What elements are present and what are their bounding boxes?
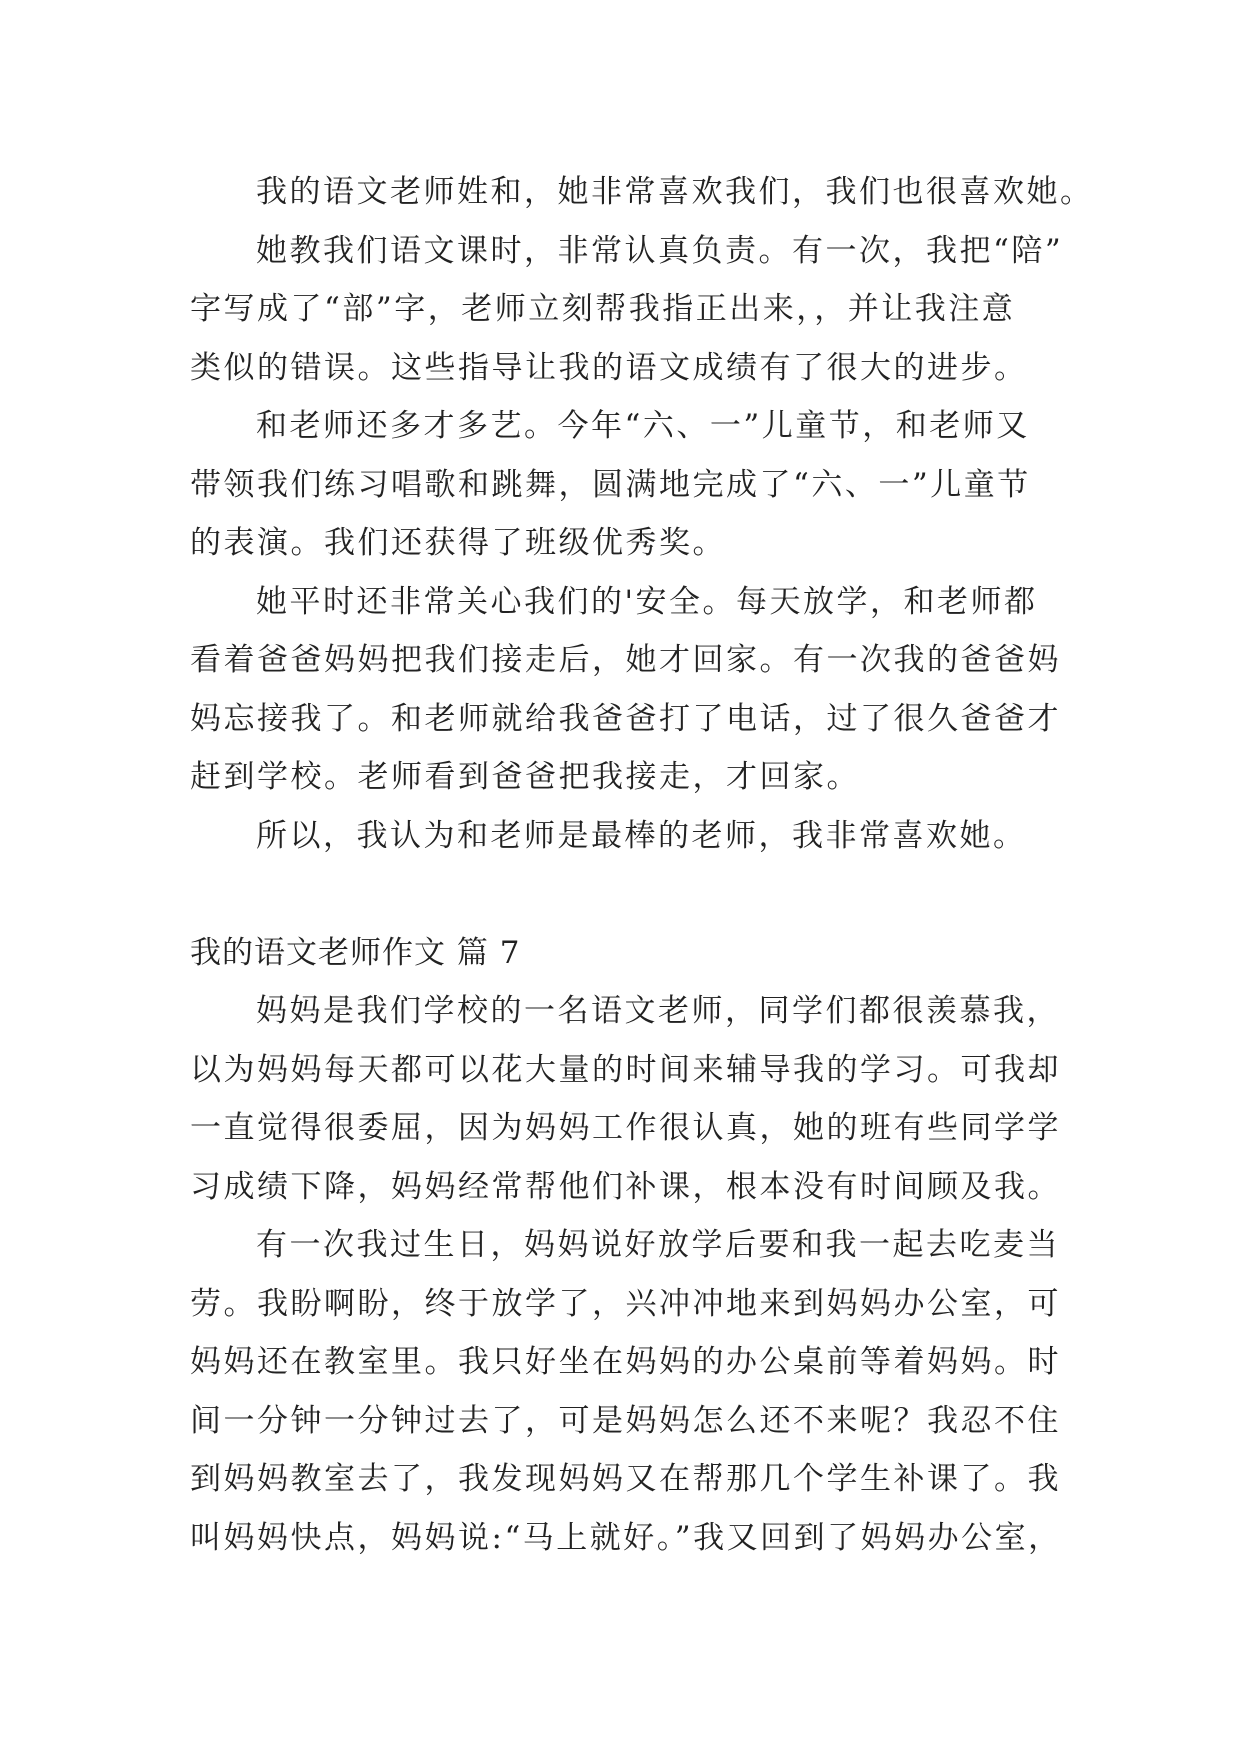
text-line: 妈忘接我了。和老师就给我爸爸打了电话，过了很久爸爸才 [190, 700, 1061, 737]
text-line: 习成绩下降，妈妈经常帮他们补课，根本没有时间顾及我。 [190, 1168, 1061, 1205]
text-line: 赶到学校。老师看到爸爸把我接走，才回家。 [190, 759, 860, 795]
text-line: 以为妈妈每天都可以花大量的时间来辅导我的学习。可我却 [190, 1051, 1061, 1088]
text-line: 类似的错误。这些指导让我的语文成绩有了很大的进步。 [190, 349, 1028, 386]
document-body [190, 163, 1094, 1567]
text-line: 妈妈还在教室里。我只好坐在妈妈的办公桌前等着妈妈。时 [190, 1344, 1061, 1380]
text-line: 她教我们语文课时，非常认真负责。有一次，我把“陪” [256, 232, 1064, 269]
text-line: 到妈妈教室去了，我发现妈妈又在帮那几个学生补课了。我 [190, 1461, 1061, 1497]
section-heading: 我的语文老师作文 篇 7 [190, 934, 521, 971]
text-line: 和老师还多才多艺。今年“六、一”儿童节，和老师又 [256, 408, 1030, 444]
text-line: 妈妈是我们学校的一名语文老师，同学们都很羡慕我， [256, 993, 1060, 1029]
text-line: 的表演。我们还获得了班级优秀奖。 [190, 525, 726, 561]
text-line: 一直觉得很委屈，因为妈妈工作很认真，她的班有些同学学 [190, 1110, 1061, 1146]
text-line: 看着爸爸妈妈把我们接走后，她才回家。有一次我的爸爸妈 [190, 642, 1061, 678]
text-line: 所以，我认为和老师是最棒的老师，我非常喜欢她。 [256, 817, 1027, 854]
text-line: 间一分钟一分钟过去了，可是妈妈怎么还不来呢？我忍不住 [190, 1402, 1061, 1439]
text-line: 带领我们练习唱歌和跳舞，圆满地完成了“六、一”儿童节 [190, 466, 1031, 503]
text-line: 她平时还非常关心我们的'安全。每天放学，和老师都 [256, 583, 1038, 620]
text-line: 我的语文老师姓和，她非常喜欢我们，我们也很喜欢她。 [256, 174, 1094, 210]
text-line: 字写成了“部”字，老师立刻帮我指正出来，，并让我注意 [190, 291, 1016, 327]
text-line: 有一次我过生日，妈妈说好放学后要和我一起去吃麦当 [256, 1227, 1060, 1263]
text-line: 叫妈妈快点，妈妈说:“马上就好。”我又回到了妈妈办公室， [190, 1519, 1062, 1556]
text-line: 劳。我盼啊盼，终于放学了，兴冲冲地来到妈妈办公室，可 [190, 1285, 1061, 1322]
